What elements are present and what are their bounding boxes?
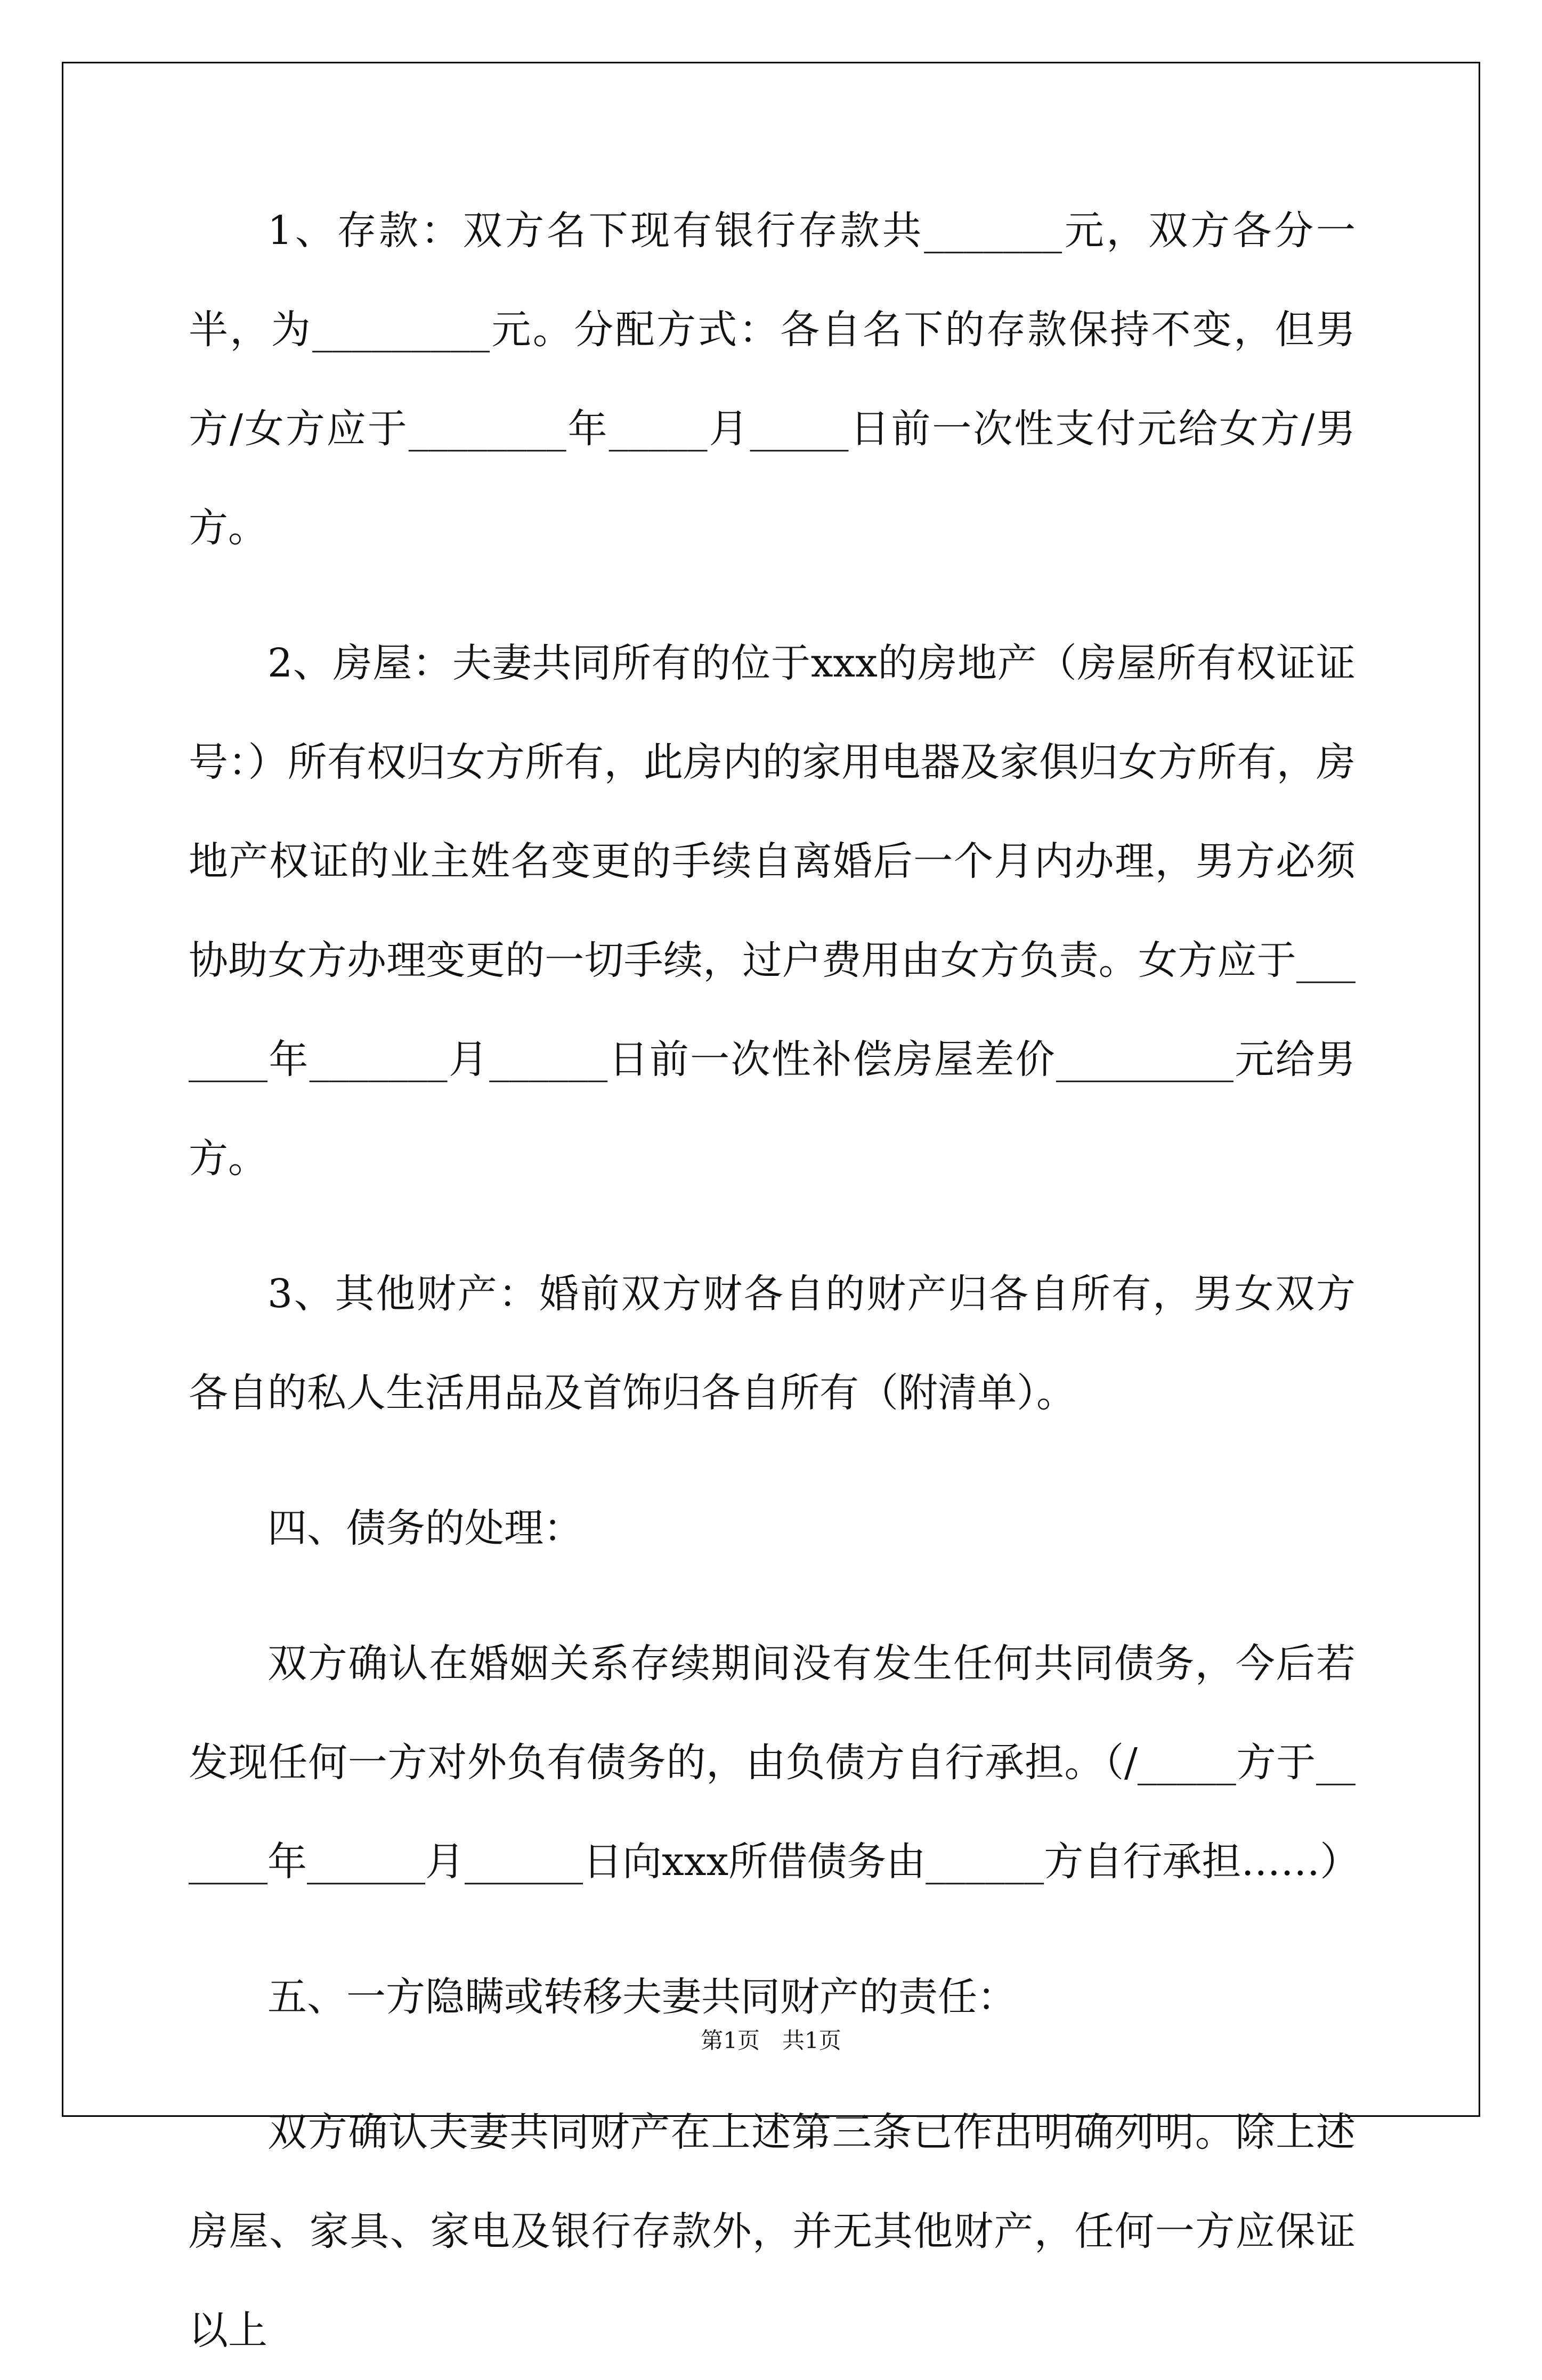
paragraph-house: 2、房屋：夫妻共同所有的位于xxx的房地产（房屋所有权证证号：）所有权归女方所有，此房内的家用电器及家俱归女方所有，房地产权证的业主姓名变更的手续自离婚后一个月内办理，男方必须协助女方办理变更的一切手续，过户费用由女方负责。女方应于_______年_______月______日前一次性补偿房屋差价_________元给男方。 [189,640,1356,1181]
section-heading-concealment: 五、一方隐瞒或转移夫妻共同财产的责任： [267,1974,1017,2020]
paragraph-concealment: 双方确认夫妻共同财产在上述第三条已作出明确列明。除上述房屋、家具、家电及银行存款外，并无其他财产，任何一方应保证以上 [189,2109,1356,2353]
paragraph-deposits: 1、存款：双方名下现有银行存款共_______元，双方各分一半，为_________元。分配方式：各自名下的存款保持不变，但男方/女方应于________年_____月_____日前一次性支付元给女方/男方。 [189,208,1356,551]
paragraph-other-property: 3、其他财产：婚前双方财各自的财产归各自所有，男女双方各自的私人生活用品及首饰归各自所有（附清单）。 [189,1271,1356,1416]
section-heading-debts: 四、债务的处理： [267,1505,583,1551]
paragraph-debts: 双方确认在婚姻关系存续期间没有发生任何共同债务，今后若发现任何一方对外负有债务的，由负债方自行承担。（/_____方于______年______月______日向xxx所借债务由______方自行承担……） [189,1641,1360,1885]
page-number: 第1页 共1页 [701,2027,841,2053]
